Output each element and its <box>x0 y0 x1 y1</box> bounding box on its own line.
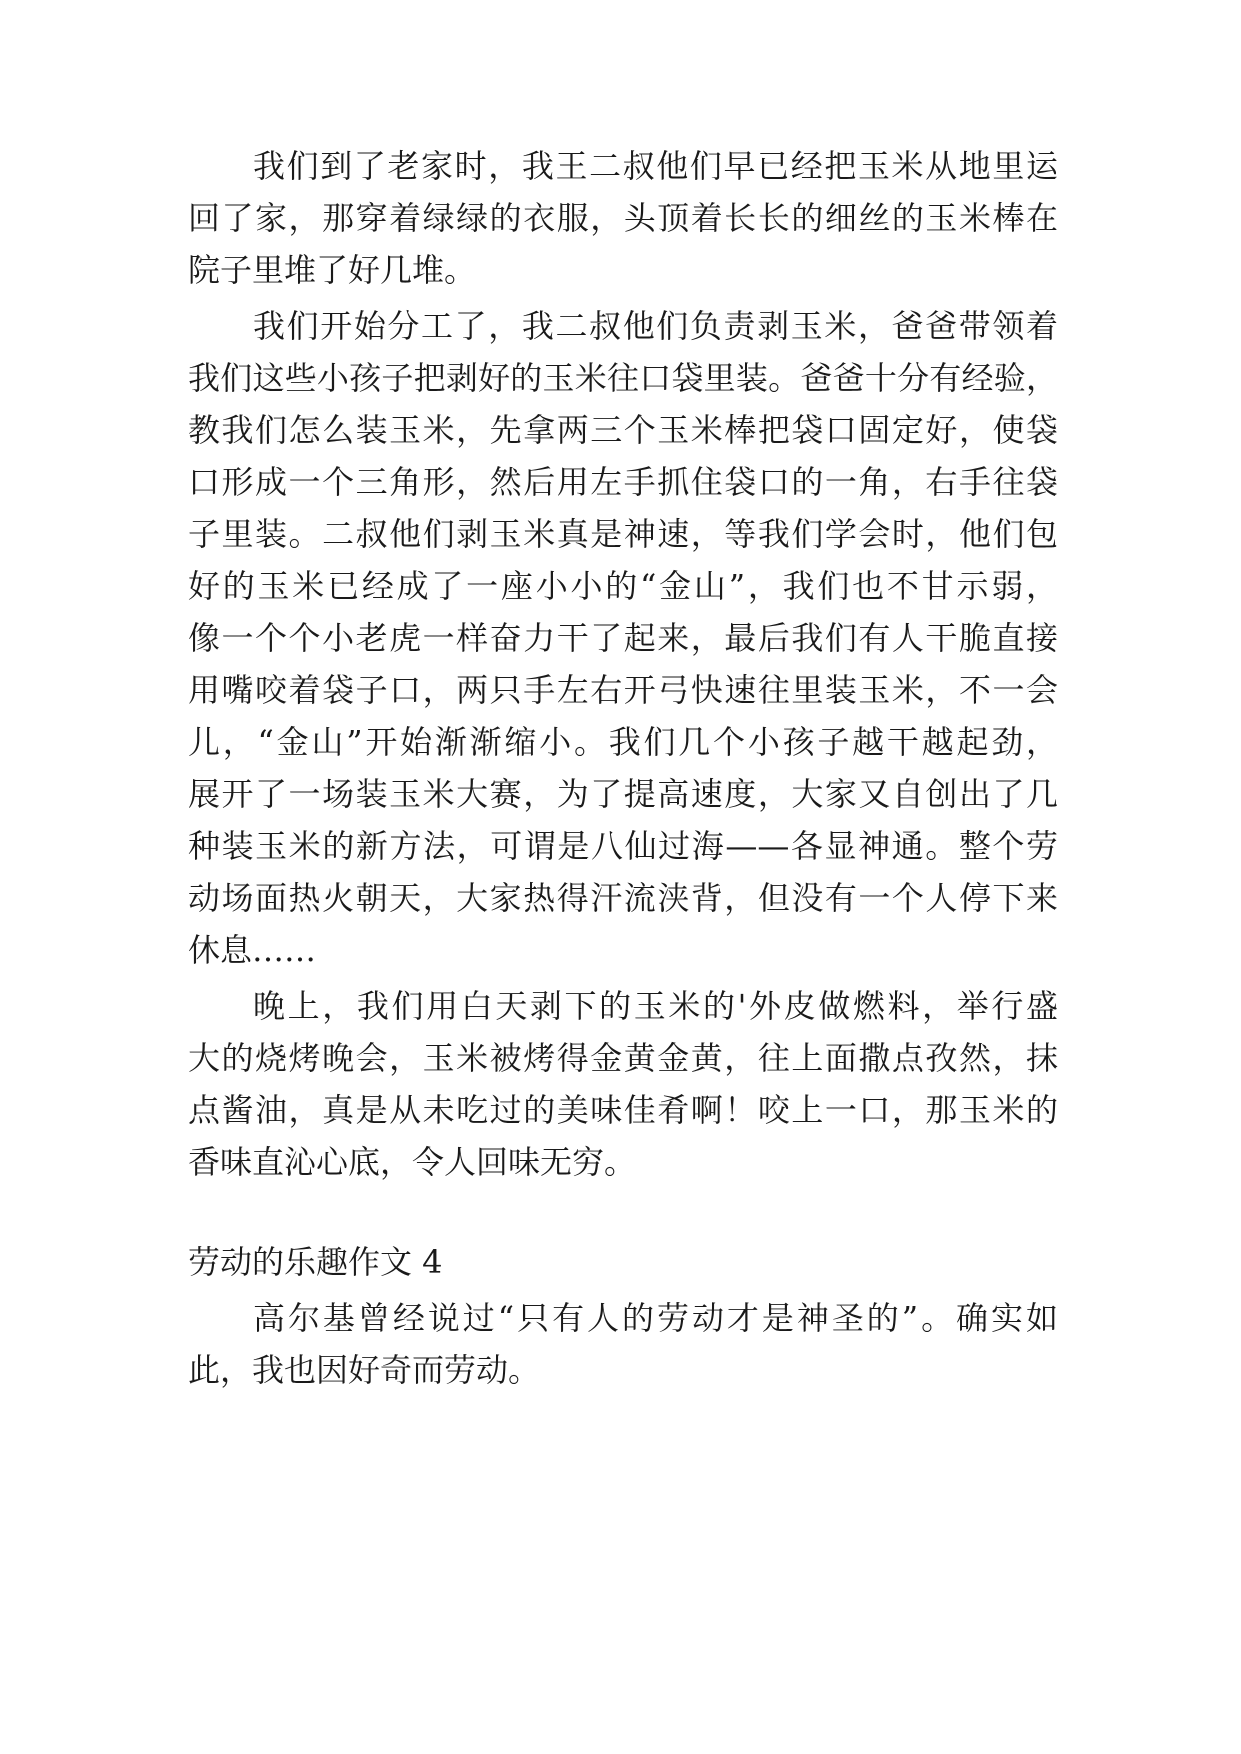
paragraph-2-line-11: 种装玉米的新方法，可谓是八仙过海——各显神通。整个劳 <box>188 827 1058 865</box>
paragraph-3-line-4: 香味直沁心底，令人回味无穷。 <box>188 1143 637 1181</box>
paragraph-2-line-10: 展开了一场装玉米大赛，为了提高速度，大家又自创出了几 <box>188 775 1058 813</box>
paragraph-3-line-1: 晚上，我们用白天剥下的玉米的'外皮做燃料，举行盛 <box>253 987 1058 1025</box>
paragraph-4-line-1: 高尔基曾经说过“只有人的劳动才是神圣的”。确实如 <box>253 1299 1058 1337</box>
paragraph-2-line-2: 我们这些小孩子把剥好的玉米往口袋里装。爸爸十分有经验， <box>188 359 1058 397</box>
paragraph-1-line-1: 我们到了老家时，我王二叔他们早已经把玉米从地里运 <box>253 147 1058 185</box>
paragraph-2-line-6: 好的玉米已经成了一座小小的“金山”，我们也不甘示弱， <box>188 567 1058 605</box>
paragraph-2-line-13: 休息…… <box>188 931 317 969</box>
paragraph-3-line-2: 大的烧烤晚会，玉米被烤得金黄金黄，往上面撒点孜然，抹 <box>188 1039 1058 1077</box>
paragraph-4-line-2: 此，我也因好奇而劳动。 <box>188 1351 541 1389</box>
paragraph-2-line-12: 动场面热火朝天，大家热得汗流浃背，但没有一个人停下来 <box>188 879 1058 917</box>
paragraph-2-line-9: 儿，“金山”开始渐渐缩小。我们几个小孩子越干越起劲， <box>188 723 1058 761</box>
paragraph-2-line-8: 用嘴咬着袋子口，两只手左右开弓快速往里装玉米，不一会 <box>188 671 1058 709</box>
paragraph-3-line-3: 点酱油，真是从未吃过的美味佳肴啊！咬上一口，那玉米的 <box>188 1091 1058 1129</box>
paragraph-2-line-4: 口形成一个三角形，然后用左手抓住袋口的一角，右手往袋 <box>188 463 1058 501</box>
paragraph-1-line-3: 院子里堆了好几堆。 <box>188 251 477 289</box>
paragraph-2-line-3: 教我们怎么装玉米，先拿两三个玉米棒把袋口固定好，使袋 <box>188 411 1058 449</box>
paragraph-2-line-7: 像一个个小老虎一样奋力干了起来，最后我们有人干脆直接 <box>188 619 1058 657</box>
section-heading: 劳动的乐趣作文 4 <box>188 1243 443 1281</box>
paragraph-1-line-2: 回了家，那穿着绿绿的衣服，头顶着长长的细丝的玉米棒在 <box>188 199 1058 237</box>
paragraph-2-line-5: 子里装。二叔他们剥玉米真是神速，等我们学会时，他们包 <box>188 515 1058 553</box>
paragraph-2-line-1: 我们开始分工了，我二叔他们负责剥玉米，爸爸带领着 <box>253 307 1058 345</box>
